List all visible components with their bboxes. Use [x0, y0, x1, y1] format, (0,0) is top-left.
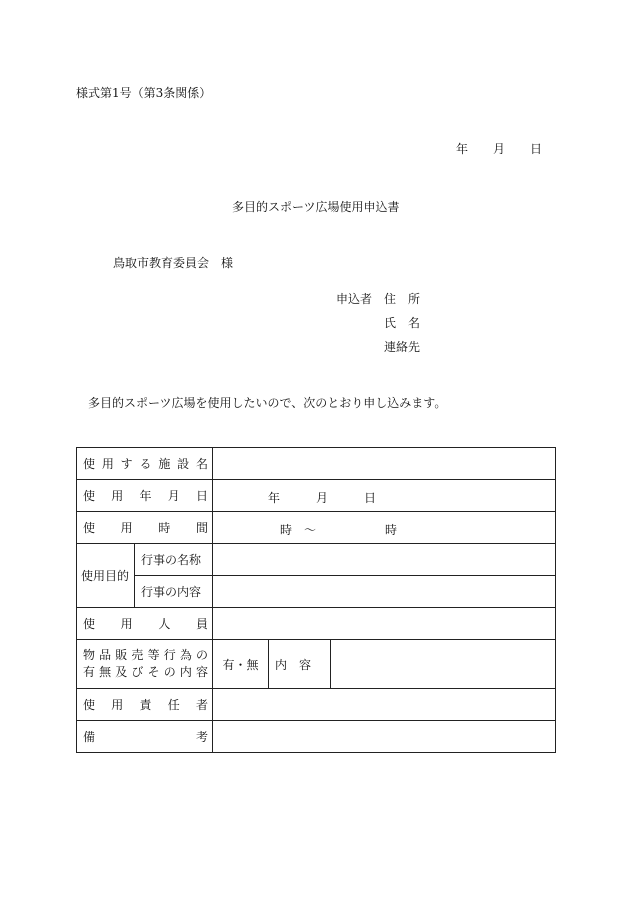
table-row: [77, 721, 556, 753]
submission-date: [456, 142, 542, 156]
table-row: [77, 689, 556, 721]
time-label-cell: [77, 512, 213, 544]
people-field[interactable]: [213, 608, 556, 640]
table-row: [77, 608, 556, 640]
people-label-cell: [77, 608, 213, 640]
manager-label-cell: [77, 689, 213, 721]
form-number: 様式第1号（第3条関係）: [76, 86, 212, 100]
people-label: 使 用 人 員: [83, 617, 208, 631]
remarks-label: 備 考: [83, 730, 209, 744]
use-date-year: 年: [268, 491, 281, 505]
manager-label: 使 用 責 任 者: [83, 698, 209, 712]
application-table: [76, 447, 556, 753]
purpose-label: 使用目的: [77, 544, 135, 608]
sales-label-cell: [77, 640, 213, 689]
facility-label-cell: [77, 448, 213, 480]
remarks-field[interactable]: [213, 721, 556, 753]
sales-label-line1: 物 品 販 売 等 行 為 の: [83, 648, 208, 662]
event-content-label: 行事の内容: [135, 576, 213, 608]
use-date-field[interactable]: [213, 480, 556, 512]
table-row: [77, 576, 556, 608]
time-label: 使 用 時 間: [83, 521, 208, 535]
facility-label: 使 用 す る 施 設 名: [83, 457, 208, 471]
applicant-name-label: 氏 名: [384, 316, 421, 330]
date-month: 月: [493, 142, 506, 156]
date-label-cell: [77, 480, 213, 512]
date-label: 使 用 年 月 日: [83, 489, 209, 503]
use-date-day: 日: [364, 491, 377, 505]
event-name-label: 行事の名称: [135, 544, 213, 576]
intro-text: 多目的スポーツ広場を使用したいので、次のとおり申し込みます。: [88, 396, 447, 410]
sales-choice-cell[interactable]: [213, 640, 269, 689]
sales-content-field[interactable]: [331, 640, 556, 689]
use-time-from: 時 ～: [280, 523, 317, 537]
applicant-address-label: 住 所: [384, 292, 421, 306]
facility-name-field[interactable]: [213, 448, 556, 480]
sales-content-label: 内 容: [269, 640, 331, 689]
use-time-to: 時: [385, 523, 398, 537]
manager-field[interactable]: [213, 689, 556, 721]
use-time-field[interactable]: [213, 512, 556, 544]
table-row: [77, 512, 556, 544]
table-row: [77, 448, 556, 480]
table-row: [77, 640, 556, 689]
event-name-field[interactable]: [213, 544, 556, 576]
remarks-label-cell: [77, 721, 213, 753]
table-row: [77, 544, 556, 576]
event-content-field[interactable]: [213, 576, 556, 608]
use-date-month: 月: [316, 491, 329, 505]
table-row: [77, 480, 556, 512]
date-year: 年: [456, 142, 469, 156]
document-title: 多目的スポーツ広場使用申込書: [232, 200, 400, 214]
applicant-contact-label: 連絡先: [384, 340, 421, 354]
applicant-label: 申込者: [336, 292, 373, 306]
sales-choice[interactable]: 有・無: [222, 657, 259, 672]
addressee: 鳥取市教育委員会 様: [113, 256, 234, 270]
date-day: 日: [530, 142, 543, 156]
sales-label-line2: 有 無 及 び そ の 内 容: [83, 665, 208, 679]
